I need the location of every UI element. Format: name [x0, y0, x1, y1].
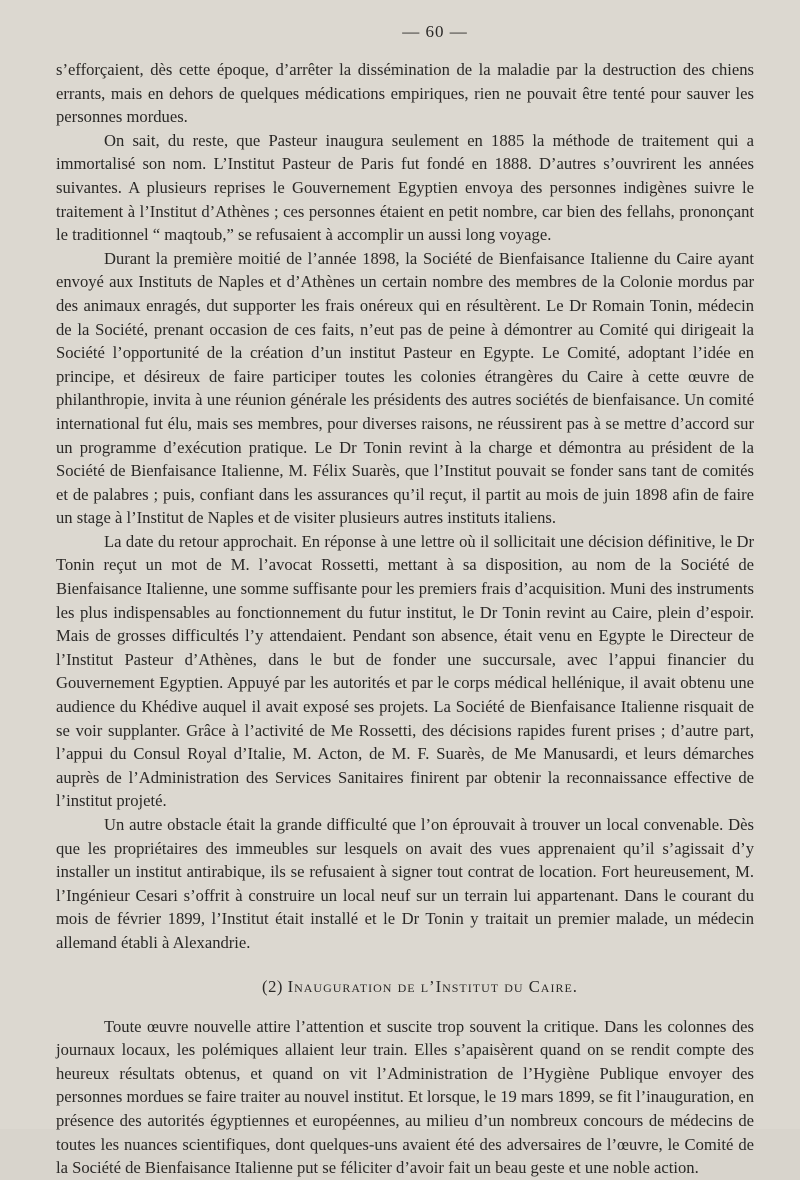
paragraph-societe-bienfaisance: Durant la première moitié de l’année 1898, la Société de Bienfaisance Italienne du Caire ayant envoyé aux Instituts de Naples et d’Athènes un certain nombre des membres de la Colonie mordus par des animaux enragés, dut supporter les frais onéreux qui en résultèrent. Le Dr Romain Tonin, médecin de la Société, prenant occasion de ces faits, n’eut pas de peine à démontrer au Comité qui dirigeait la Société l’opportunité de la création d’un institut Pasteur en Egypte. Le Comité, adoptant l’idée en principe, et désireux de faire participer toutes les colonies étrangères du Caire à cette œuvre de philanthropie, invita à une réunion générale les présidents des autres sociétés de bienfaisance. Un comité international fut élu, mais ses membres, pour diverses raisons, ne réussirent pas à se mettre d’accord sur un programme d’exécution pratique. Le Dr Tonin revint à la charge et démontra au président de la Société de Bienfaisance Italienne, M. Félix Suarès, que l’Institut pouvait se fonder sans tant de comités et de palabres ; puis, confiant dans les assurances qu’il reçut, il partit au mois de juin 1898 afin de faire un stage à l’Institut de Naples et de visiter plusieurs autres instituts italiens. — [56, 248, 754, 528]
section-heading — [56, 977, 754, 997]
paragraph-inauguration: Toute œuvre nouvelle attire l’attention et suscite trop souvent la critique. Dans les colonnes des journaux locaux, les polémiques allaient leur train. Elles s’apaisèrent quand on se rendit compte des heureux résultats obtenus, et quand on vit l’Administration de l’Hygiène Publique envoyer des personnes mordues se faire traiter au nouvel institut. Et lorsque, le 19 mars 1899, se fit l’inauguration, en présence des autorités égyptiennes et européennes, au milieu d’un nombreux concours de médecins de toutes les nuances scientifiques, dont quelques-uns avaient été des adversaires de l’œuvre, le Comité de la Société de Bienfaisance Italienne put se féliciter d’avoir fait un beau geste et une noble action. — [56, 1016, 754, 1178]
section-title: Inauguration de l’Institut du Caire. — [287, 976, 578, 996]
paragraph-local-convenable: Un autre obstacle était la grande difficulté que l’on éprouvait à trouver un local convenable. Dès que les propriétaires des immeubles sur lesquels on avait des vues apprenaient qu’il s’agissait d’y installer un institut antirabique, ils se refusaient à signer tout contrat de location. Fort heureusement, M. l’Ingénieur Cesari s’offrit à construire un local neuf sur un terrain lui appartenant. Dans le courant du mois de février 1899, l’Institut était installé et le Dr Tonin y traitait un premier malade, un médecin allemand établi à Alexandrie. — [56, 815, 754, 952]
page-number: — 60 — — [402, 22, 468, 41]
paragraph-retour-tonin: La date du retour approchait. En réponse à une lettre où il sollicitait une décision définitive, le Dr Tonin reçut un mot de M. l’avocat Rossetti, mettant à sa disposition, au nom de la Société de Bienfaisance Italienne, une somme suffisante pour les premiers frais d’acquisition. Muni des instruments les plus indispensables au fonctionnement du futur institut, le Dr Tonin revint au Caire, plein d’espoir. Mais de grosses difficultés l’y attendaient. Pendant son absence, était venu en Egypte le Directeur de l’Institut Pasteur d’Athènes, dans le but de fonder une succursale, avec l’appui financier du Gouvernement Egyptien. Appuyé par les autorités et par le corps médical hellénique, il avait obtenu une audience du Khédive auquel il avait exposé ses projets. La Société de Bienfaisance Italienne risquait de se voir supplanter. Grâce à l’activité de Me Rossetti, des décisions rapides furent prises ; d’autre part, l’appui du Consul Royal d’Italie, M. Acton, de M. F. Suarès, de Me Manusardi, et leurs démarches auprès de l’Administration des Services Sanitaires finirent par obtenir la reconnaissance effective de l’institut projeté. — [56, 531, 754, 811]
section-number: (2) — [262, 976, 283, 996]
paragraph-continuation: s’efforçaient, dès cette époque, d’arrêter la dissémination de la maladie par la destruction des chiens errants, mais en dehors de quelques médications empiriques, rien ne pouvait être tenté pour sauver les personnes mordues. — [56, 60, 754, 127]
paragraph-pasteur-history: On sait, du reste, que Pasteur inaugura seulement en 1885 la méthode de traitement qui a immortalisé son nom. L’Institut Pasteur de Paris fut fondé en 1888. D’autres s’ouvrirent les années suivantes. A plusieurs reprises le Gouvernement Egyptien envoya des personnes indigènes suivre le traitement à l’Institut d’Athènes ; ces personnes étaient en petit nombre, car bien des fellahs, prononçant le traditionnel “ maqtoub,” se refusaient à accomplir un aussi long voyage. — [56, 130, 754, 245]
